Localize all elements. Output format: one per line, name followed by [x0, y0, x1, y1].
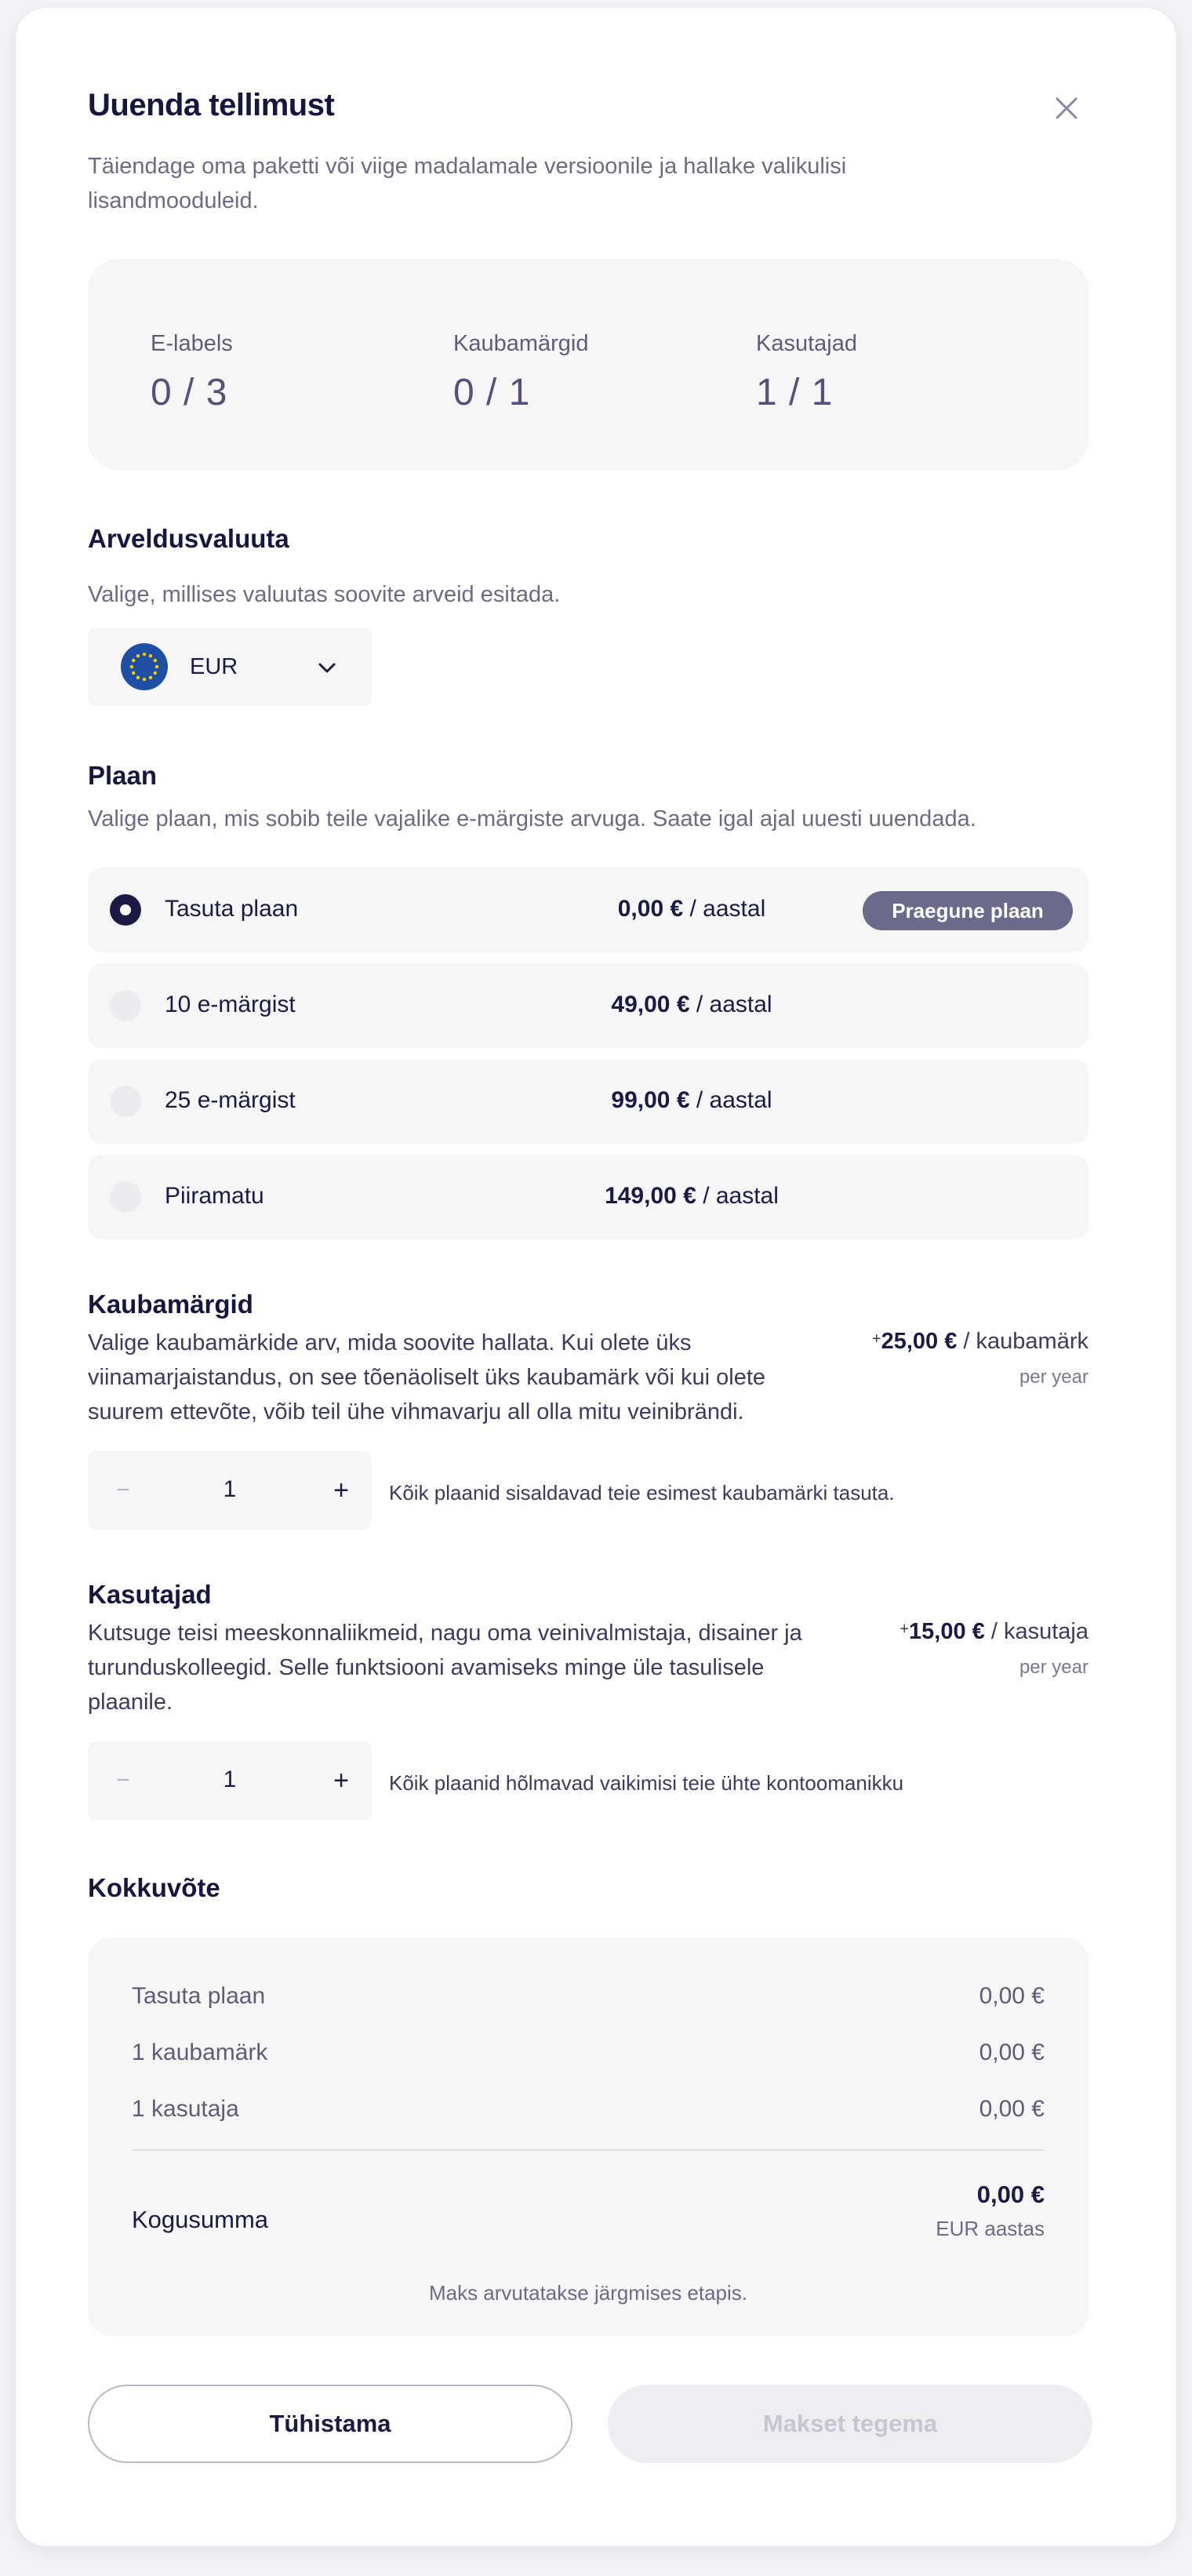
brands-heading: Kaubamärgid [88, 1290, 253, 1319]
increment-button[interactable]: + [333, 1766, 349, 1796]
chevron-down-icon [315, 656, 339, 679]
increment-button[interactable]: + [333, 1475, 349, 1505]
total-value: 0,00 € [976, 2181, 1045, 2208]
plan-name: Tasuta plaan [165, 896, 299, 922]
pay-button[interactable]: Makset tegema [608, 2385, 1092, 2463]
brands-price: +25,00 € / kaubamärk [871, 1329, 1088, 1354]
usage-label: E-labels [151, 331, 233, 356]
users-quantity-stepper [88, 1741, 372, 1820]
decrement-button[interactable]: − [116, 1767, 130, 1793]
plan-option-25[interactable] [88, 1059, 1088, 1144]
total-currency-period: EUR aastas [936, 2217, 1045, 2240]
usage-value: 0 / 1 [453, 372, 531, 413]
usage-value: 0 / 3 [151, 372, 228, 413]
users-heading: Kasutajad [88, 1580, 212, 1609]
plan-price: 99,00 € / aastal [611, 1087, 772, 1113]
summary-divider [132, 2149, 1045, 2151]
plan-price: 0,00 € / aastal [617, 896, 766, 922]
plan-name: 10 e-märgist [165, 991, 296, 1017]
currency-value: EUR [190, 654, 238, 679]
currency-description: Valige, millises valuutas soovite arveid esitada. [88, 582, 561, 607]
users-price: +15,00 € / kasutaja [899, 1619, 1088, 1644]
brands-description: Valige kaubamärkide arv, mida soovite hallata. Kui olete üks viinamarjaistandus, on see tõenäoliselt üks kaubamärk või kui olete suurem ettevõte, võib teil ühe vihmavarju all olla mitu veinibrändi. [88, 1330, 766, 1424]
plan-price: 49,00 € / aastal [611, 991, 772, 1017]
usage-elabels [151, 331, 233, 414]
plan-heading: Plaan [88, 761, 158, 790]
radio-unselected[interactable] [110, 1181, 141, 1213]
brands-per: per year [1019, 1366, 1088, 1388]
brands-quantity-stepper [88, 1451, 372, 1530]
usage-users [756, 331, 857, 414]
quantity-value[interactable]: 1 [223, 1766, 237, 1792]
currency-heading: Arveldusvaluuta [88, 524, 289, 553]
plan-name: 25 e-märgist [165, 1087, 296, 1113]
radio-unselected[interactable] [110, 1086, 141, 1117]
usage-brands [453, 331, 589, 414]
plan-option-10[interactable] [88, 963, 1088, 1048]
currency-select[interactable] [88, 628, 372, 706]
decrement-button[interactable]: − [116, 1477, 130, 1503]
cancel-button[interactable]: Tühistama [88, 2385, 572, 2463]
total-label: Kogusumma [132, 2206, 269, 2233]
plan-option-unlimited[interactable] [88, 1155, 1088, 1239]
dialog-title: Uuenda tellimust [88, 88, 335, 122]
quantity-value[interactable]: 1 [223, 1476, 237, 1502]
usage-label: Kasutajad [756, 331, 857, 356]
usage-value: 1 / 1 [756, 372, 834, 413]
radio-selected[interactable] [110, 894, 141, 926]
eu-flag-icon [121, 643, 168, 690]
summary-panel: Tasuta plaan 0,00 € 1 kaubamärk 0,00 € 1 kasutaja 0,00 € Kogusumma 0,00 € EUR aastas Maks arvutatakse järgmises etapis. [88, 1937, 1088, 2336]
dialog-subtitle: Täiendage oma paketti või viige madalamale versioonile ja hallake valikulisi lisandmooduleid. [88, 154, 847, 213]
plan-description: Valige plaan, mis sobib teile vajalike e-märgiste arvuga. Saate igal ajal uuesti uuendada. [88, 806, 976, 831]
users-description: Kutsuge teisi meeskonnaliikmeid, nagu oma veinivalmistaja, disainer ja turunduskolleegid. Selle funktsiooni avamiseks minge üle tasulisele plaanile. [88, 1621, 802, 1715]
users-note: Kõik plaanid hõlmavad vaikimisi teie ühte kontoomanikku [389, 1771, 904, 1795]
usage-label: Kaubamärgid [453, 331, 589, 356]
plan-price: 149,00 € / aastal [605, 1183, 779, 1209]
radio-unselected[interactable] [110, 990, 141, 1021]
usage-panel [88, 259, 1088, 471]
users-per: per year [1019, 1657, 1088, 1678]
current-plan-badge: Praegune plaan [863, 891, 1073, 930]
summary-heading: Kokkuvõte [88, 1873, 220, 1902]
plan-name: Piiramatu [165, 1183, 264, 1209]
brands-note: Kõik plaanid sisaldavad teie esimest kaubamärki tasuta. [389, 1481, 895, 1504]
close-icon[interactable] [1051, 93, 1082, 124]
plan-option-free[interactable] [88, 868, 1088, 952]
tax-note: Maks arvutatakse järgmises etapis. [428, 2281, 748, 2305]
